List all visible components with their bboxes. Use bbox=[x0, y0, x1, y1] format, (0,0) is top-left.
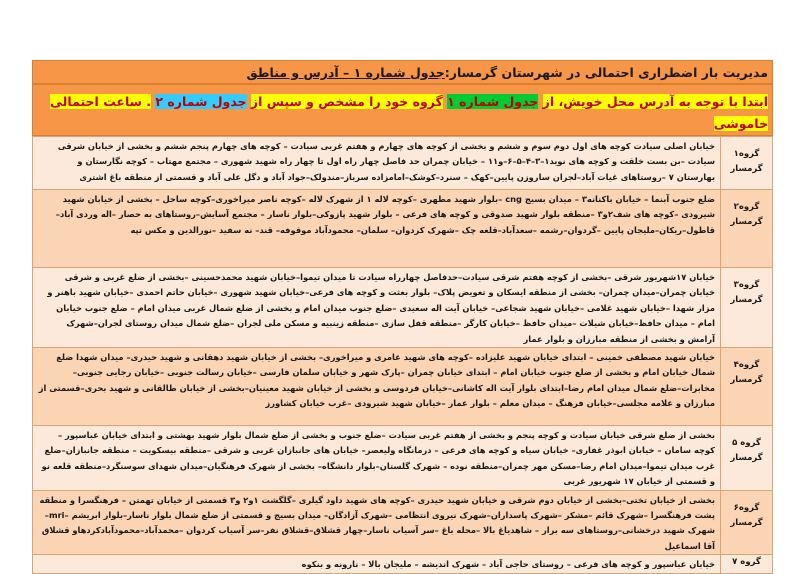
instruction-table-2: جدول شماره ۲ bbox=[155, 94, 247, 109]
group-city: گرمسار bbox=[730, 164, 763, 174]
table-row bbox=[33, 137, 773, 190]
group-city: گرمسار bbox=[730, 517, 763, 528]
header-instructions bbox=[32, 84, 773, 136]
table-row bbox=[33, 268, 773, 348]
header-title-table: جدول شماره ۱ – آدرس و مناطق bbox=[246, 65, 445, 80]
group-city: گرمسار bbox=[730, 217, 763, 227]
table-row bbox=[33, 490, 773, 555]
header-title-prefix: مدیریت بار اضطراری احتمالی در شهرستان گرمسار: bbox=[444, 65, 768, 80]
group-cell bbox=[721, 137, 773, 190]
address-cell: خیابان عباسپور و کوچه های فرعی – روستای حاجی آباد – شهرک اندیشه – ملیجان بالا – نارونه و بنکوه bbox=[33, 555, 721, 573]
group-cell bbox=[721, 348, 773, 426]
group-cell bbox=[721, 268, 773, 348]
group-label: گروه۳ bbox=[733, 280, 760, 290]
instruction-part-2: گروه خود را مشخص و سپس از bbox=[250, 94, 443, 109]
table-row bbox=[33, 348, 773, 426]
group-label: گروه۴ bbox=[733, 360, 760, 371]
group-label: گروه۶ bbox=[733, 502, 760, 513]
group-label: گروه ۵ bbox=[732, 438, 761, 449]
address-cell: خیابان ۱۷شهریور شرقی –بخشی از کوچه هفتم شرقی سیادت–حدفاصل چهارراه سیادت تا میدان تیموا–خیابان شهید محمدحسینی –بخشی از ضلع غربی و شرقی خیابان چمران–میدان چمران– بخشی از منطقه ایسکان و تعویض پلاک– بلوار بعثت و کوچه های فرعی–خیابان شهید شهوری –خیابان حاتم احمدی –خیابان شهید باهنر و مزار شهدا –خیابان شهید غلامی –خیابان شهید شجاعی– خیابان آیت اله سعیدی –ضلع جنوب میدان امام و بخشی از ضلع شمال غربی میدان امام – ضلع جنوب خیابان امام – میدان حافظ–خیابان شیلات –میدان حافظ –خیابان کارگر –منطقه قفل سازی –منطقه زینبیه و مسکن ملی لجران –ضلع شمال میدان روستای لجران–شهرک آرامش و بخشی از منطقه مبارزان و بلوار عمار bbox=[33, 268, 721, 348]
group-cell bbox=[721, 426, 773, 491]
address-cell: خیابان شهید مصطفی خمینی – ابتدای خیابان شهید علیزاده –کوچه های شهید عامری و میراخوری– بخشی از خیابان شهید دهقانی و شهید حیدری– میدان شهدا ضلع شمال خیابان امام و بخشی از ضلع جنوب خیابان امام – ابتدای خیابان چمران –پارک شهر و خیابان سلمان فارسی –خیابان رسالت جنوبی –خیابان رجایی جنوبی–مخابرات–ضلع شمال میدان امام رضا–ابتدای بلوار آیت اله کاشانی–خیابان فردوسی و بخشی از خیابان شهید معینیان–بخشی از خیابان طالقانی و شهید بحری–قسمتی از مبارزان و علامه مجلسی–خیابان فرهنگ – میدان معلم – بلوار عمار –خیابان شهید شیرودی –غرب خیابان کشاورز bbox=[33, 348, 721, 426]
group-label: گروه۲ bbox=[733, 202, 760, 212]
group-city: گرمسار bbox=[730, 453, 763, 464]
table-row bbox=[33, 426, 773, 491]
instruction-part-1: ابتدا با توجه به آدرس محل خویش، از bbox=[542, 94, 768, 109]
group-city: گرمسار bbox=[730, 375, 763, 386]
address-cell: خیابان اصلی سیادت کوچه های اول دوم سوم و ششم و بخشی از کوچه های چهارم و هفتم غربی سیادت – کوچه های چهارم پنجم ششم و بخشی از خیابان شرقی سیادت –بن بست خلقت و کوچه های نوید۱–۳–۴–۵–۶–و۱۱ – خیابان چمران حد فاصل چهار راه اول تا چهار راه شهید شهوری – مجتمع مهتاب – کوچه نگارستان و بهارستان ۷ –روستاهای غیات آباد–لجران ساروزن پایین–کهک – سنرد–کوشک–امامزاده سرباز–مندولک–جواد آباد و دگل علی آباد و قسمتی از منطقه باغ اشتری bbox=[33, 137, 721, 190]
instruction-part-3: . ساعت احتمالی خاموشی bbox=[50, 94, 768, 131]
address-cell: بخشی از خیابان تختی–بخشی از خیابان دوم شرقی و خیابان شهید حیدری –کوچه های شهید داود گیلری –گلگشت ۱و۲ و۳ قسمتی از خیابان تهمتن – فرهنگسرا و منطقه پشت فرهنگسرا –شهرک قائم –مشکر –شهرک پاسداران–شهرک نیروی انتظامی –شهرک آزادگان– میدان بسیج و قسمتی از ضلع شمال بلوار ناسار–بلوار ابریشم –mri–شهرک شهید درخشانی–روستاهای سه برار – شاهدیاغ بالا –محله باغ –سر آسیاب ناسار–چهار قشلاق–قشلاق نفر–سر آسیاب کردوان –محمدآباد–محمودآبادکردهاو قشلاق آقا اسماعیل bbox=[33, 490, 721, 555]
table-row bbox=[33, 190, 773, 268]
group-city: گرمسار bbox=[730, 295, 763, 305]
header-title-bar bbox=[32, 60, 773, 84]
group-cell bbox=[721, 190, 773, 268]
group-cell bbox=[721, 555, 773, 573]
address-cell: بخشی از ضلع شرقی خیابان سیادت و کوچه پنجم و بخشی از هفتم غربی سیادت –ضلع جنوب و بخشی از ضلع شمال بلوار شهید بهشتی و ابتدای خیابان عباسپور – کوچه سامان – خیابان ابوذر غفاری– خیابان سیاه و کوچه های فرعی – درمانگاه ولیعصر– خیابان های جانبازان غربی و شرقی –منطقه بیسکویت – منطقه جانبازان–ضلع غرب میدان تیموا–میدان امام رضا–مسکن مهر چمران–منطقه نوده – شهرک گلستان–بلوار دانشگاه– بخشی از شهرک فرهنگیان–میدان شهدای سوسنگرد–منطقه قلعه نو و قسمتی از خیابان ۱۷ شهریور غربی bbox=[33, 426, 721, 491]
group-label: گروه ۷ bbox=[732, 557, 761, 568]
group-label: گروه۱ bbox=[733, 149, 760, 159]
table-row bbox=[33, 555, 773, 573]
document bbox=[32, 60, 773, 574]
group-cell bbox=[721, 490, 773, 555]
groups-table bbox=[32, 136, 773, 574]
instruction-table-1: جدول شماره ۱ bbox=[447, 94, 539, 109]
address-cell: ضلع جنوب آبنما – خیابان باکنانه۳ – میدان بسیج cng –بلوار شهید مطهری –کوچه لاله ۱ از شهرک لاله –کوچه ناصر میراخوری–کوچه ساحل – بخشی از خیابان شهید شیرودی –کوچه های شف۲و۳ –منطقه بلوار شهید صدوقی و کوچه های فرعی – بلوار شهید پازوکی–بلوار ناسار – مجتمع آسایش–روستاهای به حصار –اله وردی آباد– قاطول–ریکان–ملیجان پایین –گردوان–رشمه –سعدآباد–قلعه چک –شهرک کردوان– سلمان– محمودآباد موقوفه– قند– نه سفید –نورالدین و مکس تپه bbox=[33, 190, 721, 268]
